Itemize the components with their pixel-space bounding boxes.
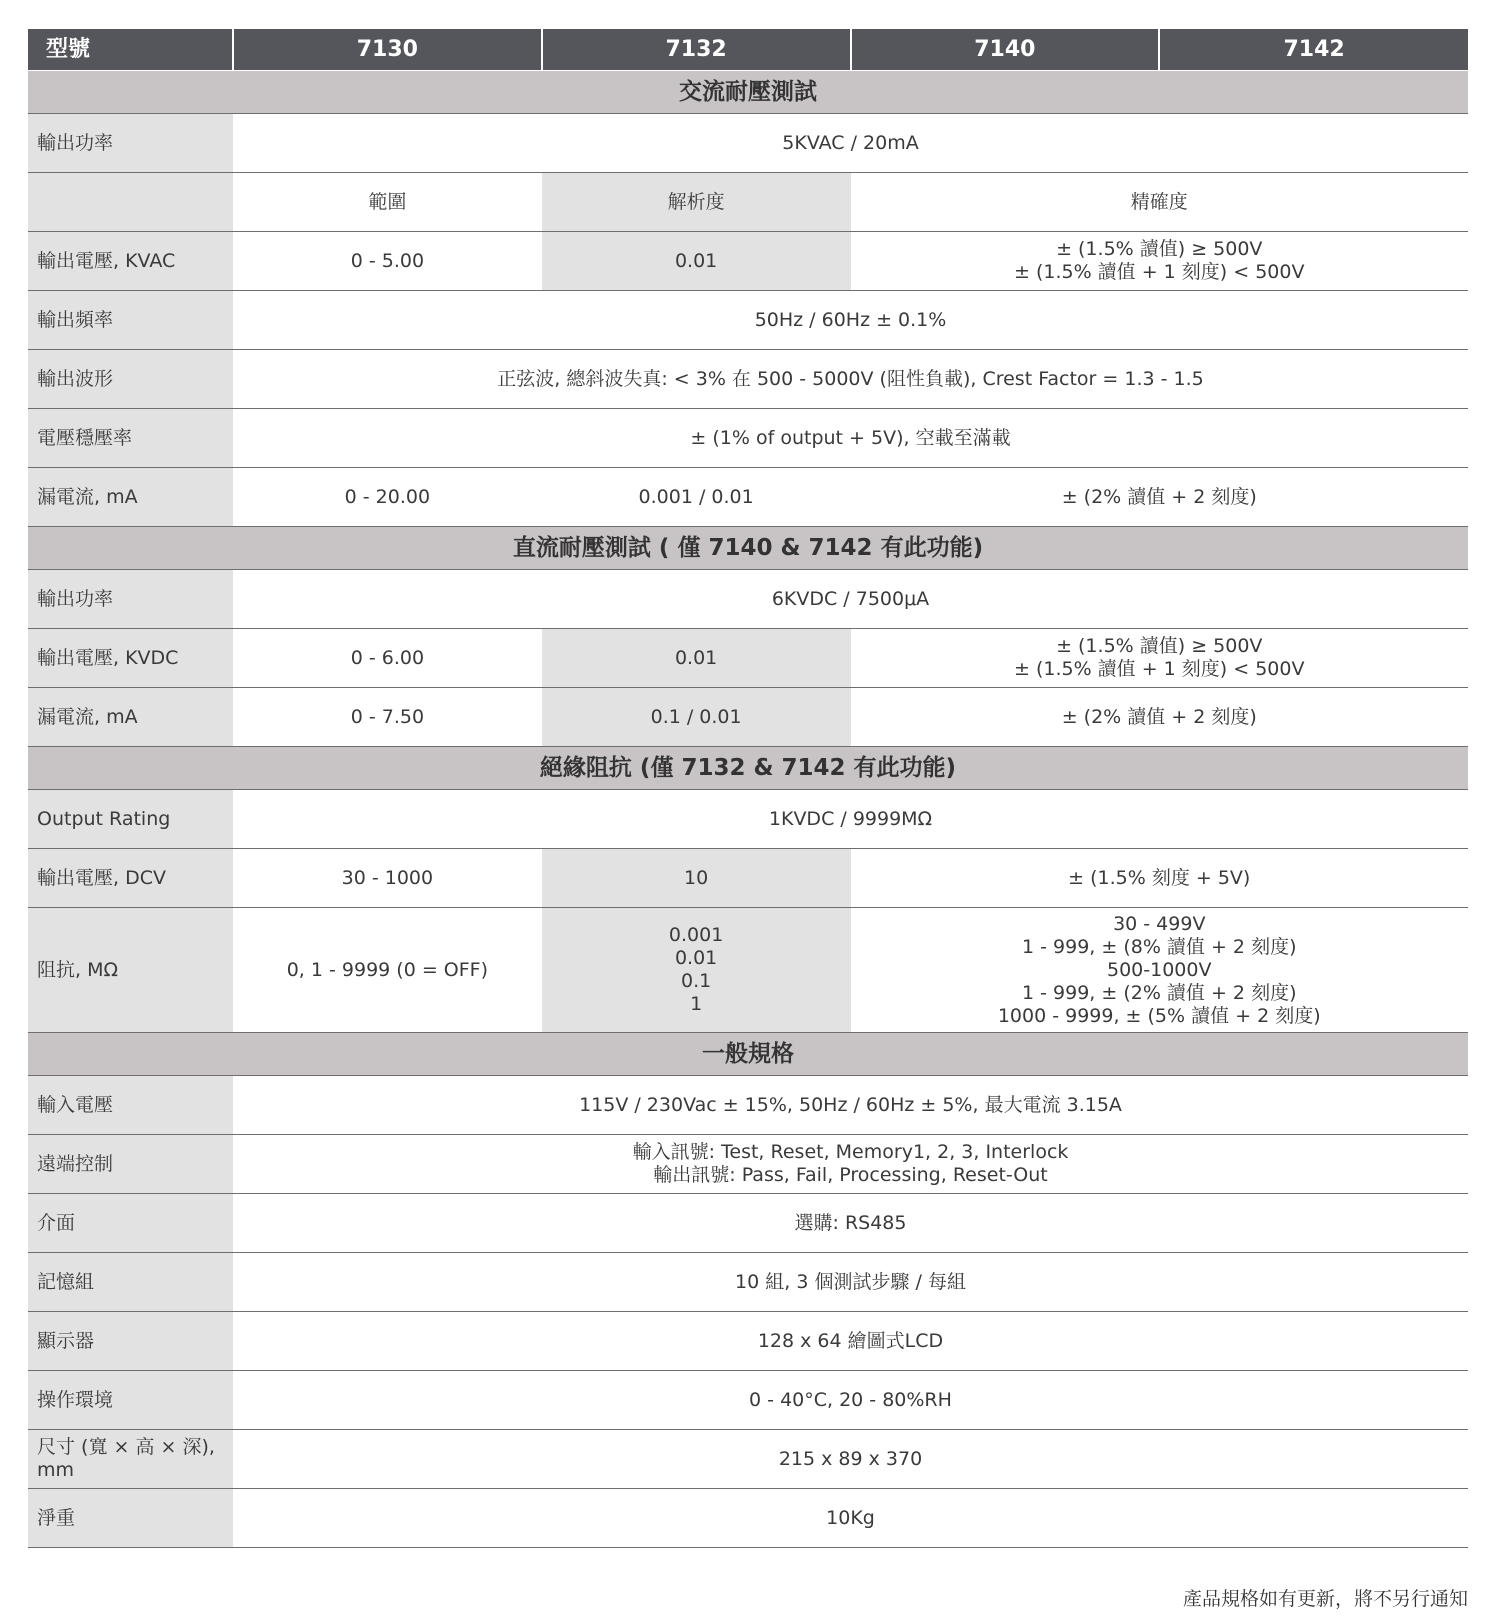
row-value: 10 組, 3 個測試步驟 / 每組 xyxy=(233,1253,1468,1312)
resolution-cell: 0.01 xyxy=(542,629,851,688)
row-value: 50Hz / 60Hz ± 0.1% xyxy=(233,291,1468,350)
row-label: 記憶組 xyxy=(28,1253,233,1312)
table-row xyxy=(28,1135,1468,1194)
row-label: 輸出波形 xyxy=(28,350,233,409)
row-value: 128 x 64 繪圖式LCD xyxy=(233,1312,1468,1371)
accuracy-cell: ± (1.5% 讀值) ≥ 500V ± (1.5% 讀值 + 1 刻度) < 500V xyxy=(851,232,1469,291)
row-label: 阻抗, MΩ xyxy=(28,908,233,1033)
accuracy-header: 精確度 xyxy=(851,173,1469,232)
range-cell: 0, 1 - 9999 (0 = OFF) xyxy=(233,908,542,1033)
row-label-empty xyxy=(28,173,233,232)
row-label: 電壓穩壓率 xyxy=(28,409,233,468)
spec-table xyxy=(28,29,1468,1548)
table-row xyxy=(28,1312,1468,1371)
table-row xyxy=(28,688,1468,747)
table-row xyxy=(28,1253,1468,1312)
section-title: 一般規格 xyxy=(28,1033,1468,1076)
model-7140: 7140 xyxy=(851,29,1160,71)
row-label: 輸出電壓, KVDC xyxy=(28,629,233,688)
model-7130: 7130 xyxy=(233,29,542,71)
row-label: 介面 xyxy=(28,1194,233,1253)
model-7132: 7132 xyxy=(542,29,851,71)
spec-table-container xyxy=(28,29,1468,1548)
footnote: 產品規格如有更新，將不另行通知 xyxy=(1182,1588,1468,1610)
resolution-cell: 0.001 0.01 0.1 1 xyxy=(542,908,851,1033)
model-7142: 7142 xyxy=(1159,29,1468,71)
row-value: 正弦波, 總斜波失真: < 3% 在 500 - 5000V (阻性負載), Crest Factor = 1.3 - 1.5 xyxy=(233,350,1468,409)
row-value: 115V / 230Vac ± 15%, 50Hz / 60Hz ± 5%, 最大電流 3.15A xyxy=(233,1076,1468,1135)
row-value: 5KVAC / 20mA xyxy=(233,114,1468,173)
range-cell: 0 - 20.00 xyxy=(233,468,542,527)
table-row xyxy=(28,350,1468,409)
section-title: 絕緣阻抗 (僅 7132 & 7142 有此功能) xyxy=(28,747,1468,790)
section-title: 直流耐壓測試 ( 僅 7140 & 7142 有此功能) xyxy=(28,527,1468,570)
resolution-header: 解析度 xyxy=(542,173,851,232)
accuracy-cell: ± (1.5% 讀值) ≥ 500V ± (1.5% 讀值 + 1 刻度) < 500V xyxy=(851,629,1469,688)
table-row xyxy=(28,1430,1468,1489)
table-row xyxy=(28,570,1468,629)
table-row xyxy=(28,849,1468,908)
row-label: 輸出電壓, KVAC xyxy=(28,232,233,291)
row-value: 6KVDC / 7500μA xyxy=(233,570,1468,629)
range-cell: 0 - 7.50 xyxy=(233,688,542,747)
row-label: 淨重 xyxy=(28,1489,233,1548)
accuracy-cell: ± (1.5% 刻度 + 5V) xyxy=(851,849,1469,908)
row-label: 漏電流, mA xyxy=(28,468,233,527)
table-row xyxy=(28,1489,1468,1548)
row-value: 輸入訊號: Test, Reset, Memory1, 2, 3, Interlock 輸出訊號: Pass, Fail, Processing, Reset-Out xyxy=(233,1135,1468,1194)
section-general xyxy=(28,1033,1468,1076)
table-row xyxy=(28,114,1468,173)
resolution-cell: 0.01 xyxy=(542,232,851,291)
row-value: 選購: RS485 xyxy=(233,1194,1468,1253)
table-row xyxy=(28,1194,1468,1253)
row-label: 輸出電壓, DCV xyxy=(28,849,233,908)
table-row xyxy=(28,232,1468,291)
row-value: 0 - 40°C, 20 - 80%RH xyxy=(233,1371,1468,1430)
accuracy-cell: 30 - 499V 1 - 999, ± (8% 讀值 + 2 刻度) 500-1000V 1 - 999, ± (2% 讀值 + 2 刻度) 1000 - 9999, ± (5% 讀值 + 2 刻度) xyxy=(851,908,1469,1033)
table-subheader-row xyxy=(28,173,1468,232)
section-title: 交流耐壓測試 xyxy=(28,71,1468,114)
resolution-cell: 10 xyxy=(542,849,851,908)
table-row xyxy=(28,468,1468,527)
table-row xyxy=(28,291,1468,350)
row-value: 1KVDC / 9999MΩ xyxy=(233,790,1468,849)
model-label: 型號 xyxy=(28,29,233,71)
row-label: 漏電流, mA xyxy=(28,688,233,747)
row-value: ± (1% of output + 5V), 空載至滿載 xyxy=(233,409,1468,468)
accuracy-cell: ± (2% 讀值 + 2 刻度) xyxy=(851,688,1469,747)
table-row xyxy=(28,629,1468,688)
row-label: 輸入電壓 xyxy=(28,1076,233,1135)
section-ac xyxy=(28,71,1468,114)
table-row xyxy=(28,409,1468,468)
resolution-cell: 0.001 / 0.01 xyxy=(542,468,851,527)
range-cell: 0 - 5.00 xyxy=(233,232,542,291)
table-row xyxy=(28,790,1468,849)
row-label: 輸出功率 xyxy=(28,570,233,629)
section-dc xyxy=(28,527,1468,570)
header-row xyxy=(28,29,1468,71)
row-label: Output Rating xyxy=(28,790,233,849)
row-label: 輸出頻率 xyxy=(28,291,233,350)
section-ir xyxy=(28,747,1468,790)
resolution-cell: 0.1 / 0.01 xyxy=(542,688,851,747)
row-value: 10Kg xyxy=(233,1489,1468,1548)
row-label: 顯示器 xyxy=(28,1312,233,1371)
table-row xyxy=(28,1371,1468,1430)
row-label: 操作環境 xyxy=(28,1371,233,1430)
range-cell: 0 - 6.00 xyxy=(233,629,542,688)
table-row xyxy=(28,1076,1468,1135)
row-label: 遠端控制 xyxy=(28,1135,233,1194)
range-cell: 30 - 1000 xyxy=(233,849,542,908)
accuracy-cell: ± (2% 讀值 + 2 刻度) xyxy=(851,468,1469,527)
table-row xyxy=(28,908,1468,1033)
row-label: 輸出功率 xyxy=(28,114,233,173)
range-header: 範圍 xyxy=(233,173,542,232)
row-value: 215 x 89 x 370 xyxy=(233,1430,1468,1489)
row-label: 尺寸 (寬 × 高 × 深), mm xyxy=(28,1430,233,1489)
